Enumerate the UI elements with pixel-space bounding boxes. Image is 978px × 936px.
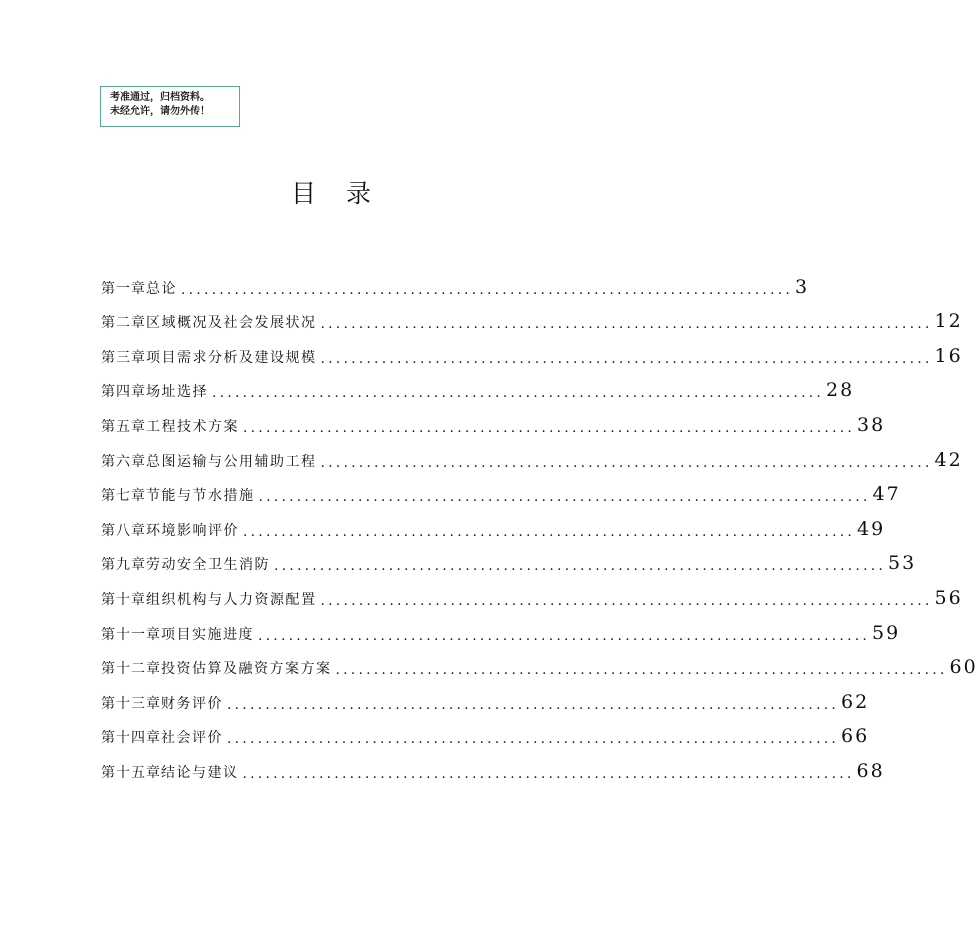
toc-chapter-title: 社会评价 <box>161 730 223 747</box>
toc-chapter-title: 总论 <box>146 280 177 297</box>
toc-chapter-title: 总图运输与公用辅助工程 <box>146 453 317 470</box>
toc-chapter-number: 第四章 <box>101 384 146 401</box>
toc-chapter-title: 组织机构与人力资源配置 <box>146 591 317 608</box>
toc-leader-dots: ................................................................................ <box>243 419 856 436</box>
toc-chapter-title: 环境影响评价 <box>146 522 239 539</box>
toc-entry[interactable] <box>101 678 870 713</box>
toc-chapter-number: 第三章 <box>101 349 146 366</box>
toc-leader-dots: ................................................................................ <box>258 489 871 506</box>
toc-entry[interactable] <box>101 540 917 575</box>
toc-page-number: 59 <box>872 621 901 644</box>
toc-chapter-title: 区域概况及社会发展状况 <box>146 315 317 332</box>
toc-leader-dots: ................................................................................ <box>274 558 887 575</box>
toc-chapter-number: 第七章 <box>101 488 146 505</box>
toc-leader-dots: ................................................................................ <box>320 454 933 471</box>
toc-page-number: 62 <box>841 690 870 713</box>
toc-leader-dots: ................................................................................ <box>227 696 840 713</box>
toc-leader-dots: ................................................................................ <box>227 731 840 748</box>
toc-chapter-number: 第六章 <box>101 453 146 470</box>
toc-entry[interactable] <box>101 644 978 679</box>
toc-page-number: 16 <box>934 344 963 367</box>
toc-leader-dots: ................................................................................ <box>320 592 933 609</box>
toc-chapter-title: 工程技术方案 <box>146 418 239 435</box>
toc-entry[interactable] <box>101 471 901 506</box>
toc-entry[interactable] <box>101 747 885 782</box>
toc-page-number: 47 <box>872 483 901 506</box>
toc-chapter-title: 项目需求分析及建设规模 <box>146 349 317 366</box>
toc-chapter-number: 第二章 <box>101 315 146 332</box>
toc-chapter-title: 项目实施进度 <box>161 626 254 643</box>
toc-chapter-number: 第十三章 <box>101 695 161 712</box>
toc-page-number: 60 <box>949 656 978 679</box>
toc-entry[interactable] <box>101 263 810 298</box>
toc-chapter-number: 第十二章 <box>101 661 161 678</box>
toc-chapter-title: 结论与建议 <box>161 764 239 781</box>
toc-entry[interactable] <box>101 298 963 333</box>
toc-chapter-number: 第八章 <box>101 522 146 539</box>
confidential-stamp <box>100 86 240 127</box>
toc-page-number: 53 <box>888 552 917 575</box>
toc-chapter-title: 场址选择 <box>146 384 208 401</box>
toc-page-number: 68 <box>856 759 885 782</box>
toc-chapter-number: 第十五章 <box>101 764 161 781</box>
toc-leader-dots: ................................................................................ <box>320 316 933 333</box>
stamp-line-1: 考准通过，归档资料。 <box>110 92 210 103</box>
toc-chapter-number: 第十一章 <box>101 626 161 643</box>
toc-entry[interactable] <box>101 574 963 609</box>
toc-chapter-number: 第十章 <box>101 591 146 608</box>
toc-leader-dots: ................................................................................ <box>335 662 948 679</box>
toc-entry[interactable] <box>101 505 886 540</box>
toc-chapter-number: 第五章 <box>101 418 146 435</box>
toc-leader-dots: ................................................................................ <box>242 765 855 782</box>
toc-entry[interactable] <box>101 367 855 402</box>
toc-chapter-number: 第九章 <box>101 557 146 574</box>
toc-entry[interactable] <box>101 436 963 471</box>
toc-page-number: 3 <box>795 275 810 298</box>
toc-page-number: 66 <box>841 725 870 748</box>
toc-page-number: 12 <box>934 310 963 333</box>
toc-leader-dots: ................................................................................ <box>243 523 856 540</box>
toc-page-number: 38 <box>857 413 886 436</box>
toc-leader-dots: ................................................................................ <box>320 350 933 367</box>
toc-chapter-number: 第十四章 <box>101 730 161 747</box>
toc-leader-dots: ................................................................................ <box>181 281 794 298</box>
toc-page-number: 56 <box>934 586 963 609</box>
stamp-line-2: 未经允许，请勿外传！ <box>110 106 210 117</box>
toc-leader-dots: ................................................................................ <box>212 385 825 402</box>
toc-chapter-title: 节能与节水措施 <box>146 488 255 505</box>
toc-entry[interactable] <box>101 713 870 748</box>
toc-entry[interactable] <box>101 332 963 367</box>
toc-chapter-number: 第一章 <box>101 280 146 297</box>
toc-page-number: 28 <box>826 379 855 402</box>
toc-leader-dots: ................................................................................ <box>258 627 871 644</box>
toc-entry[interactable] <box>101 609 901 644</box>
toc-chapter-title: 劳动安全卫生消防 <box>146 557 270 574</box>
toc-entry[interactable] <box>101 401 886 436</box>
toc-chapter-title: 投资估算及融资方案方案 <box>161 661 332 678</box>
toc-page-number: 42 <box>934 448 963 471</box>
page-title: 目录 <box>290 179 401 208</box>
table-of-contents <box>101 263 978 782</box>
toc-chapter-title: 财务评价 <box>161 695 223 712</box>
toc-page-number: 49 <box>857 517 886 540</box>
